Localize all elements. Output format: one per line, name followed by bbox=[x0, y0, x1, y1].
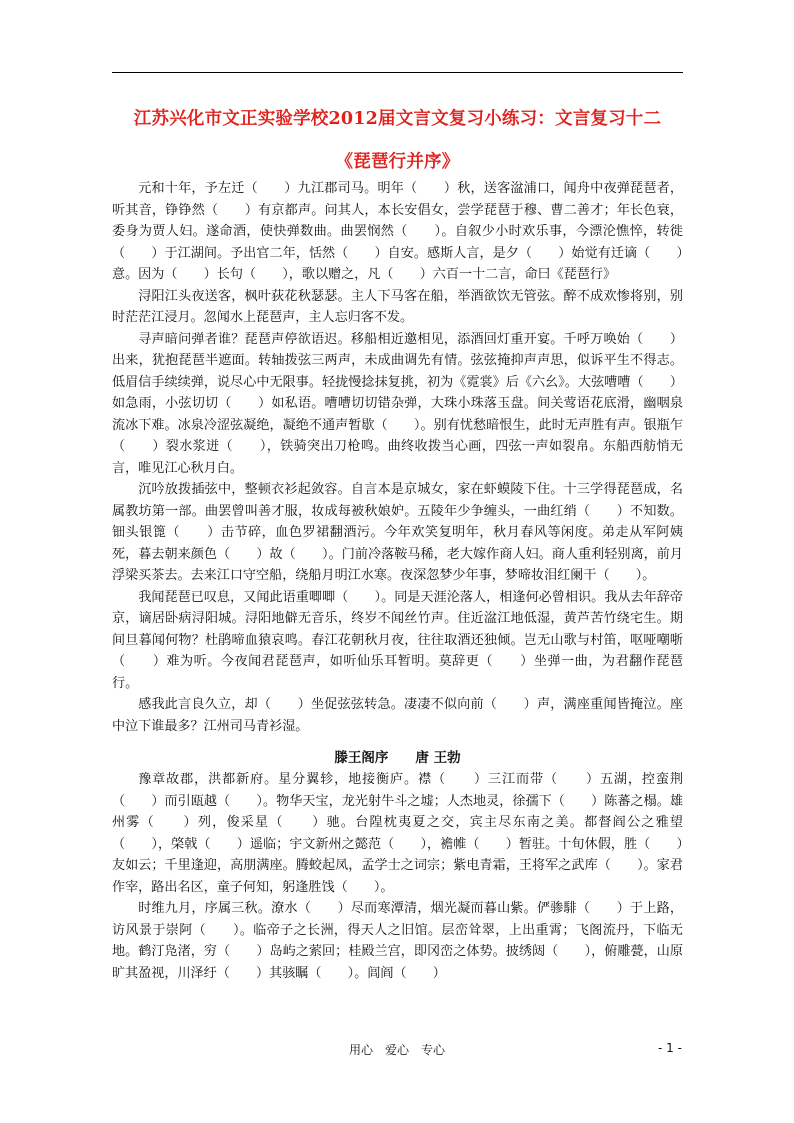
document-subtitle: 《琵琶行并序》 bbox=[335, 152, 460, 172]
footer-motto: 用心 爱心 专心 bbox=[348, 1043, 445, 1057]
poem-paragraph-4: 我闻琵琶已叹息，又闻此语重唧唧（ ）。同是天涯沦落人，相逢何必曾相识。我从去年辞帝京，谪居卧病浔阳城。浔阳地僻无音乐，终岁不闻丝竹声。住近湓江地低湿，黄芦苦竹绕宅生。期间旦暮闻何物？杜鹃啼血猿哀鸣。春江花朝秋月夜，往往取酒还独倾。岂无山歌与村笛，呕哑嘲哳（ ）难为听。今夜闻君琵琶声，如听仙乐耳暂明。莫辞更（ ）坐弹一曲，为君翻作琵琶行。 bbox=[112, 589, 683, 691]
document-title: 江苏兴化市文正实验学校2012届文言文复习小练习：文言复习十二 bbox=[133, 109, 662, 129]
page-number: - 1 - bbox=[658, 1041, 682, 1055]
document-body bbox=[112, 178, 683, 984]
header-rule bbox=[112, 72, 683, 73]
preface-text-paragraph-2: 时维九月，序属三秋。潦水（ ）尽而寒潭清，烟光凝而暮山紫。俨骖騑（ ）于上路，访风景于崇阿（ ）。临帝子之长洲，得天人之旧馆。层峦耸翠，上出重霄；飞阁流丹，下临无地。鹤汀凫渚，穷（ ）岛屿之萦回；桂殿兰宫，即冈峦之体势。披绣闼（ ），俯雕甍，山原旷其盈视，川泽纡（ ）其骇瞩（ ）。闾阎（ ） bbox=[112, 901, 683, 981]
section-heading: 滕王阁序 唐 王勃 bbox=[334, 750, 461, 766]
preface-text-paragraph-1: 豫章故郡，洪都新府。星分翼轸，地接衡庐。襟（ ）三江而带（ ）五湖，控蛮荆（ ）而引瓯越（ ）。物华天宝，龙光射牛斗之墟；人杰地灵，徐孺下（ ）陈蕃之榻。雄州雾（ ）列，俊采星（ ）驰。台隍枕夷夏之交，宾主尽东南之美。都督阎公之雅望（ ），棨戟（ ）遥临；宇文新州之懿范（ ），襜帷（ ）暂驻。十旬休假，胜（ ）友如云；千里逢迎，高朋满座。腾蛟起凤，孟学士之词宗；紫电青霜，王将军之武库（ ）。家君作宰，路出名区，童子何知，躬逢胜饯（ ）。 bbox=[112, 772, 683, 895]
poem-paragraph-2: 寻声暗问弹者谁？琵琶声停欲语迟。移船相近邀相见，添酒回灯重开宴。千呼万唤始（ ）出来，犹抱琵琶半遮面。转轴拨弦三两声，未成曲调先有情。弦弦掩抑声声思，似诉平生不得志。低眉信手续续弹，说尽心中无限事。轻拢慢捻抹复挑，初为《霓裳》后《六幺》。大弦嘈嘈（ ）如急雨，小弦切切（ ）如私语。嘈嘈切切错杂弹，大珠小珠落玉盘。间关莺语花底滑，幽咽泉流冰下难。冰泉冷涩弦凝绝，凝绝不通声暂歇（ ）。别有忧愁暗恨生，此时无声胜有声。银瓶乍（ ）裂水浆迸（ ），铁骑突出刀枪鸣。曲终收拨当心画，四弦一声如裂帛。东船西舫悄无言，唯见江心秋月白。 bbox=[112, 331, 683, 476]
poem-paragraph-3: 沉吟放拨插弦中，整顿衣衫起敛容。自言本是京城女，家在虾蟆陵下住。十三学得琵琶成，名属教坊第一部。曲罢曾叫善才服，妆成每被秋娘妒。五陵年少争缠头，一曲红绡（ ）不知数。钿头银篦（ ）击节碎，血色罗裙翻酒污。今年欢笑复明年，秋月春风等闲度。弟走从军阿姨死，暮去朝来颜色（ ）故（ ）。门前冷落鞍马稀，老大嫁作商人妇。商人重利轻别离，前月浮梁买茶去。去来江口守空船，绕船月明江水寒。夜深忽梦少年事，梦啼妆泪红阑干（ ）。 bbox=[112, 482, 683, 583]
preface-paragraph: 元和十年，予左迁（ ）九江郡司马。明年（ ）秋，送客湓浦口，闻舟中夜弹琵琶者，听其音，铮铮然（ ）有京都声。问其人，本长安倡女，尝学琵琶于穆、曹二善才；年长色衰，委身为贾人妇。遂命酒，使快弹数曲。曲罢悯然（ ）。自叙少小时欢乐事，今漂沦憔悴，转徙（ ）于江湖间。予出官二年，恬然（ ）自安。感斯人言，是夕（ ）始觉有迁谪（ ）意。因为（ ）长句（ ），歌以赠之，凡（ ）六百一十二言，命曰《琵琶行》 bbox=[112, 181, 683, 282]
poem-paragraph-5: 感我此言良久立，却（ ）坐促弦弦转急。凄凄不似向前（ ）声，满座重闻皆掩泣。座中泣下谁最多？江州司马青衫湿。 bbox=[112, 697, 683, 734]
poem-paragraph-1: 浔阳江头夜送客，枫叶荻花秋瑟瑟。主人下马客在船，举酒欲饮无管弦。醉不成欢惨将别，别时茫茫江浸月。忽闻水上琵琶声，主人忘归客不发。 bbox=[112, 288, 683, 325]
